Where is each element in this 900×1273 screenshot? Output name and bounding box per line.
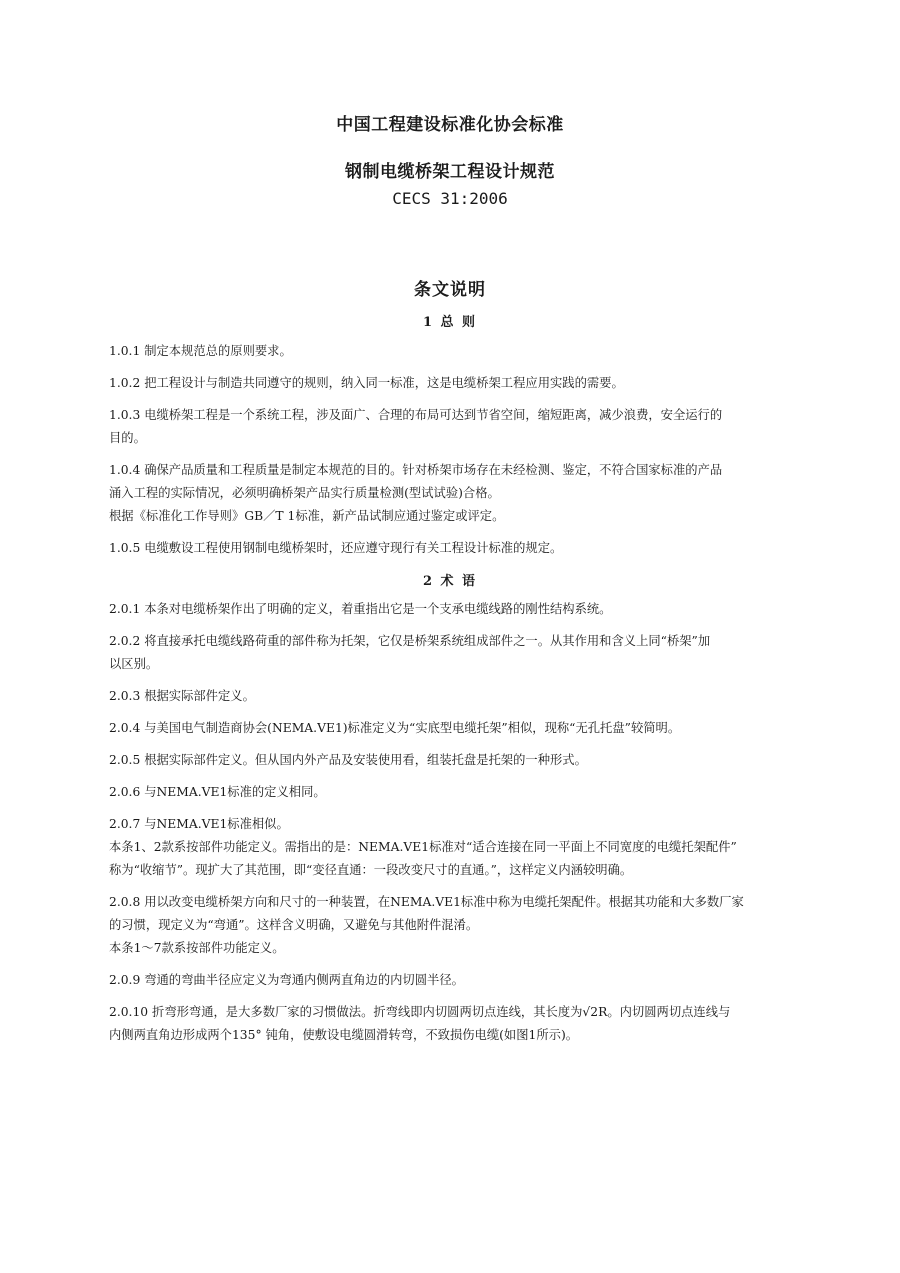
section-heading-terms: 2 术 语 (422, 574, 478, 589)
paragraph (109, 813, 794, 882)
paragraph-line: 1.0.5 电缆敷设工程使用钢制电缆桥架时，还应遵守现行有关工程设计标准的规定。 (109, 541, 563, 555)
organization-title: 中国工程建设标准化协会标准 (336, 115, 564, 135)
paragraph (109, 891, 794, 960)
paragraph-line: 本条1、2款系按部件功能定义。需指出的是：NEMA.VE1标准对“适合连接在同一平面上不同宽度的电缆托架配件” (109, 840, 737, 854)
paragraph-line: 称为“收缩节”。现扩大了其范围，即“变径直通：一段改变尺寸的直通。”，这样定义内涵较明确。 (109, 863, 633, 877)
paragraph (109, 749, 794, 772)
paragraph-line: 2.0.9 弯通的弯曲半径应定义为弯通内侧两直角边的内切圆半径。 (109, 973, 464, 987)
paragraph (109, 598, 794, 621)
paragraph-line: 1.0.4 确保产品质量和工程质量是制定本规范的目的。针对桥架市场存在未经检测、鉴定，不符合国家标准的产品 (109, 463, 723, 477)
paragraph-line: 2.0.5 根据实际部件定义。但从国内外产品及安装使用看，组装托盘是托架的一种形式。 (109, 753, 587, 767)
section-body-terms (109, 598, 794, 1056)
paragraph-line: 以区别。 (109, 657, 159, 671)
paragraph-line: 1.0.3 电缆桥架工程是一个系统工程，涉及面广、合理的布局可达到节省空间，缩短距离，减少浪费，安全运行的 (109, 408, 723, 422)
paragraph-line: 2.0.3 根据实际部件定义。 (109, 689, 255, 703)
paragraph (109, 717, 794, 740)
section-heading-general: 1 总 则 (422, 315, 478, 330)
paragraph (109, 781, 794, 804)
paragraph-line: 1.0.2 把工程设计与制造共同遵守的规则，纳入同一标准，这是电缆桥架工程应用实践的需要。 (109, 376, 624, 390)
paragraph-line: 2.0.10 折弯形弯通，是大多数厂家的习惯做法。折弯线即内切圆两切点连线，其长度为√2R。内切圆两切点连线与 (109, 1005, 731, 1019)
paragraph (109, 372, 794, 395)
paragraph-line: 的习惯，现定义为“弯通”。这样含义明确，又避免与其他附件混淆。 (109, 918, 479, 932)
paragraph-line: 1.0.1 制定本规范总的原则要求。 (109, 344, 292, 358)
section-body-general (109, 340, 794, 569)
paragraph-line: 内侧两直角边形成两个135° 钝角，使敷设电缆圆滑转弯，不致损伤电缆(如图1所示)。 (109, 1028, 579, 1042)
paragraph (109, 459, 794, 528)
paragraph (109, 1001, 794, 1047)
paragraph-line: 2.0.8 用以改变电缆桥架方向和尺寸的一种装置，在NEMA.VE1标准中称为电缆托架配件。根据其功能和大多数厂家 (109, 895, 744, 909)
paragraph (109, 630, 794, 676)
paragraph-line: 2.0.4 与美国电气制造商协会(NEMA.VE1)标准定义为“实底型电缆托架”相似，现称“无孔托盘”较简明。 (109, 721, 681, 735)
paragraph (109, 340, 794, 363)
paragraph-line: 涌入工程的实际情况，必须明确桥架产品实行质量检测(型试试验)合格。 (109, 486, 500, 500)
paragraph-line: 目的。 (109, 431, 146, 445)
paragraph-line: 2.0.2 将直接承托电缆线路荷重的部件称为托架，它仅是桥架系统组成部件之一。从其作用和含义上同“桥架”加 (109, 634, 711, 648)
paragraph-line: 根据《标准化工作导则》GB／T 1标准，新产品试制应通过鉴定或评定。 (109, 509, 505, 523)
explanation-title: 条文说明 (414, 280, 486, 300)
paragraph-line: 本条1～7款系按部件功能定义。 (109, 941, 285, 955)
paragraph (109, 685, 794, 708)
standard-code: CECS 31:2006 (392, 189, 508, 208)
paragraph (109, 404, 794, 450)
paragraph-line: 2.0.1 本条对电缆桥架作出了明确的定义，着重指出它是一个支承电缆线路的刚性结构系统。 (109, 602, 612, 616)
standard-title: 钢制电缆桥架工程设计规范 (345, 162, 555, 182)
paragraph (109, 537, 794, 560)
paragraph-line: 2.0.6 与NEMA.VE1标准的定义相同。 (109, 785, 326, 799)
paragraph (109, 969, 794, 992)
paragraph-line: 2.0.7 与NEMA.VE1标准相似。 (109, 817, 289, 831)
